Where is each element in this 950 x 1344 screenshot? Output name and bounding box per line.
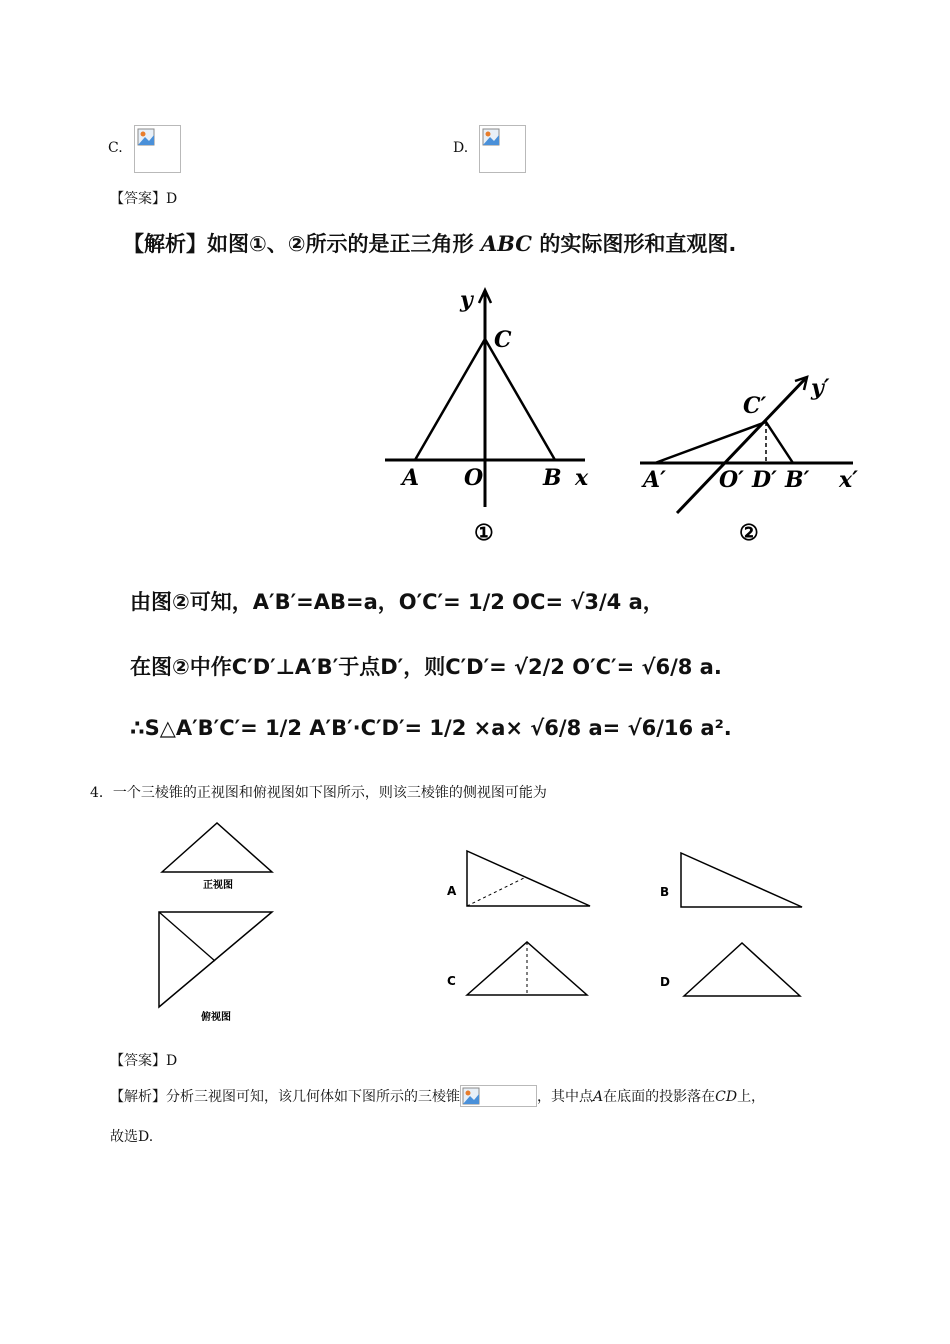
q4-question: 4．一个三棱锥的正视图和俯视图如下图所示，则该三棱锥的侧视图可能为 <box>90 785 547 801</box>
q4-explanation-after: ，其中点 <box>537 1089 593 1105</box>
pyramid-image <box>460 1085 537 1107</box>
q4-explanation-line-1 <box>110 1085 765 1107</box>
option-a-hidden-edge <box>467 877 526 906</box>
option-a-label: A <box>447 884 457 898</box>
option-c-label: C <box>447 974 456 988</box>
figure-number-2: ② <box>739 520 759 546</box>
label-o: O <box>464 465 484 491</box>
q3-explanation-heading <box>123 228 736 258</box>
option-d-diagram <box>655 935 815 1005</box>
front-view-label: 正视图 <box>203 880 233 891</box>
explanation-suffix: 的实际图形和直观图. <box>539 232 737 256</box>
label-x-prime: x′ <box>839 467 858 493</box>
point-a: A <box>593 1089 604 1105</box>
q4-explanation-end: 上， <box>737 1089 766 1105</box>
broken-image-icon <box>482 128 500 146</box>
figure-1-equilateral-triangle <box>380 285 595 550</box>
broken-image-icon <box>137 128 155 146</box>
label-b-prime: B′ <box>785 467 810 493</box>
label-c-prime: C′ <box>743 393 767 419</box>
label-x: x <box>575 465 589 491</box>
derivation-line-3: ∴S△A′B′C′= 1/2 A′B′·C′D′= 1/2 ×a× √6/8 a= √6/16 a². <box>130 716 732 740</box>
figure-number-1: ① <box>474 520 494 546</box>
derivation-line-2: 在图②中作C′D′⊥A′B′于点D′，则C′D′= √2/2 O′C′= √6/8 a. <box>130 655 722 679</box>
label-a: A <box>402 465 420 491</box>
label-o-prime: O′ <box>719 467 744 493</box>
segment-cd: CD <box>715 1089 738 1105</box>
front-view-triangle <box>162 823 272 872</box>
front-view-diagram <box>155 815 280 895</box>
triangle-name: ABC <box>480 231 533 256</box>
broken-image-icon <box>462 1087 480 1105</box>
top-view-inner-line <box>159 912 215 961</box>
option-a-triangle <box>467 851 590 906</box>
label-y: y <box>460 287 473 313</box>
label-b: B <box>543 465 562 491</box>
explanation-prefix: 【解析】如图①、②所示的是正三角形 <box>123 232 474 256</box>
option-c-image <box>134 125 181 173</box>
option-d-image <box>479 125 526 173</box>
option-d-triangle <box>684 943 800 996</box>
q4-answer: 【答案】D <box>110 1053 178 1069</box>
q3-answer: 【答案】D <box>110 191 178 207</box>
label-c: C <box>494 327 512 353</box>
option-d-diagram-label: D <box>660 975 670 989</box>
q4-explanation-before: 【解析】分析三视图可知，该几何体如下图所示的三棱锥 <box>110 1089 460 1105</box>
label-y-prime: y′ <box>811 375 830 401</box>
q4-explanation-line-2: 故选D. <box>110 1129 154 1145</box>
label-a-prime: A′ <box>643 467 666 493</box>
derivation-line-1: 由图②可知，A′B′=AB=a，O′C′= 1/2 OC= √3/4 a， <box>130 590 664 614</box>
option-a-diagram <box>440 845 600 915</box>
option-d-label: D. <box>453 140 469 156</box>
option-b-label: B <box>660 885 670 899</box>
top-view-diagram <box>155 905 280 1025</box>
option-c-label: C. <box>108 140 123 156</box>
label-d-prime: D′ <box>752 467 777 493</box>
option-c-diagram <box>440 935 600 1005</box>
triangle-a-b-c-prime <box>655 422 793 463</box>
option-b-diagram <box>655 845 815 915</box>
option-b-triangle <box>681 853 802 907</box>
figure-2-oblique-view <box>635 365 870 550</box>
q4-explanation-mid: 在底面的投影落在 <box>603 1089 716 1105</box>
top-view-label: 俯视图 <box>201 1012 231 1023</box>
